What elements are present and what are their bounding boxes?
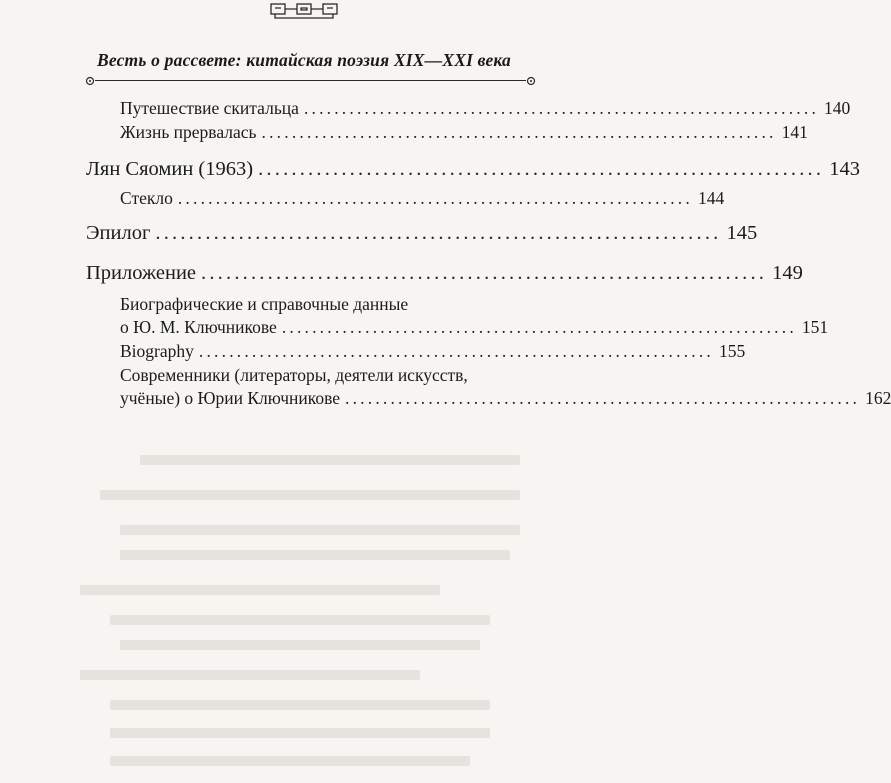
toc-entry-title: Лян Сяомин (1963) [86,158,254,180]
toc-entry-page: 155 [719,341,746,361]
toc-leader-dots: .................................................................... [198,341,714,361]
toc-entry [86,188,725,209]
toc-leader-dots: .................................................................... [261,122,777,142]
toc-entry-page: 143 [829,158,860,180]
toc-entry [86,341,746,362]
toc-entry-page: 145 [726,222,758,244]
toc-entry [86,222,758,245]
toc-entry [86,317,829,338]
toc-entry-title-line: Биографические и справочные данные [120,294,409,314]
header-divider [95,80,526,81]
toc-leader-dots: .................................................................... [281,317,797,337]
toc-entry-title: учёные) о Юрии Ключникове [120,388,341,408]
toc-entry [86,122,808,143]
toc-entry [86,262,803,285]
toc-entry-page: 144 [697,188,725,208]
header-ornament-icon [267,2,341,20]
toc-entry-title: Жизнь прервалась [120,122,257,142]
toc-entry-title: Эпилог [86,222,151,244]
toc-leader-dots: .................................................................... [177,188,693,208]
toc-entry-page: 140 [824,98,851,118]
toc-entry-title: о Ю. М. Ключникове [120,317,277,337]
toc-entry-title: Приложение [86,262,197,284]
toc-entry-title: Biography [120,341,194,361]
toc-entry-page: 162 [865,388,891,408]
toc-leader-dots: .................................................................... [201,262,768,284]
toc-leader-dots: .................................................................... [345,388,861,408]
toc-entry-page: 149 [772,262,803,284]
toc-entry-title: Стекло [120,188,173,208]
rule-end-ornament-icon [526,76,536,86]
rule-end-ornament-icon [85,76,95,86]
toc-entry-page: 151 [801,317,829,337]
toc-entry-title: Путешествие скитальца [120,98,299,118]
toc-leader-dots: .................................................................... [258,158,825,180]
toc-entry [86,158,860,181]
header-rule [85,76,536,86]
toc-leader-dots: .................................................................... [303,98,820,118]
toc-entry [86,388,891,409]
toc-entry-page: 141 [781,122,808,142]
toc-entry [86,98,851,119]
running-title: Весть о рассвете: китайская поэзия XIX—XXI века [96,50,512,70]
toc-entry-title-line: Современники (литераторы, деятели искусств, [120,365,468,385]
toc-leader-dots: .................................................................... [155,222,722,244]
